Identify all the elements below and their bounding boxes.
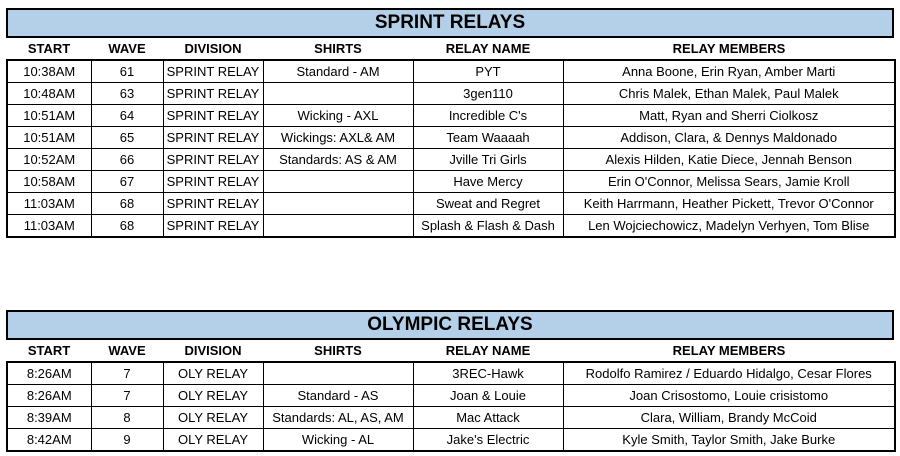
wave-cell: 67 — [91, 171, 163, 193]
start-cell: 10:48AM — [7, 83, 91, 105]
relay-name-cell: Team Waaaah — [413, 127, 563, 149]
shirts-cell — [263, 171, 413, 193]
start-cell: 10:38AM — [7, 60, 91, 83]
table-row — [7, 385, 895, 407]
column-header-shirts: SHIRTS — [314, 41, 362, 56]
start-cell: 8:26AM — [7, 362, 91, 385]
shirts-cell: Standards: AL, AS, AM — [263, 407, 413, 429]
column-header-shirts: SHIRTS — [314, 343, 362, 358]
relay-members-cell: Anna Boone, Erin Ryan, Amber Marti — [563, 60, 895, 83]
division-cell: SPRINT RELAY — [163, 60, 263, 83]
wave-cell: 68 — [91, 193, 163, 215]
division-cell: SPRINT RELAY — [163, 149, 263, 171]
shirts-cell: Standards: AS & AM — [263, 149, 413, 171]
division-cell: SPRINT RELAY — [163, 105, 263, 127]
start-cell: 10:58AM — [7, 171, 91, 193]
relay-members-cell: Erin O'Connor, Melissa Sears, Jamie Kroll — [563, 171, 895, 193]
relay-name-cell: Splash & Flash & Dash — [413, 215, 563, 238]
wave-cell: 68 — [91, 215, 163, 238]
division-cell: OLY RELAY — [163, 429, 263, 452]
olympic-relays-title: OLYMPIC RELAYS — [6, 310, 894, 340]
shirts-cell: Standard - AM — [263, 60, 413, 83]
relay-name-cell: Sweat and Regret — [413, 193, 563, 215]
wave-cell: 65 — [91, 127, 163, 149]
column-header-start: START — [27, 41, 71, 56]
division-cell: SPRINT RELAY — [163, 83, 263, 105]
table-row — [7, 362, 895, 385]
column-header-row — [7, 340, 895, 362]
relay-name-cell: Have Mercy — [413, 171, 563, 193]
relay-members-cell: Alexis Hilden, Katie Diece, Jennah Benson — [563, 149, 895, 171]
table-row — [7, 193, 895, 215]
column-header-division: DIVISION — [184, 343, 242, 358]
sprint-relays-table — [6, 38, 896, 238]
division-cell: OLY RELAY — [163, 385, 263, 407]
table-row — [7, 149, 895, 171]
shirts-cell — [263, 83, 413, 105]
sprint-relays-section — [6, 8, 894, 238]
start-cell: 10:51AM — [7, 127, 91, 149]
olympic-relays-section — [6, 310, 894, 452]
start-cell: 10:51AM — [7, 105, 91, 127]
wave-cell: 8 — [91, 407, 163, 429]
table-row — [7, 407, 895, 429]
shirts-cell: Wicking - AL — [263, 429, 413, 452]
relay-members-cell: Matt, Ryan and Sherri Ciolkosz — [563, 105, 895, 127]
shirts-cell: Standard - AS — [263, 385, 413, 407]
column-header-relay-name: RELAY NAME — [445, 343, 531, 358]
column-header-relay-members: RELAY MEMBERS — [672, 41, 786, 56]
relay-name-cell: 3REC-Hawk — [413, 362, 563, 385]
table-row — [7, 429, 895, 452]
table-row — [7, 171, 895, 193]
wave-cell: 9 — [91, 429, 163, 452]
table-row — [7, 60, 895, 83]
division-cell: SPRINT RELAY — [163, 193, 263, 215]
shirts-cell — [263, 362, 413, 385]
sprint-relays-title: SPRINT RELAYS — [6, 8, 894, 38]
wave-cell: 61 — [91, 60, 163, 83]
table-row — [7, 105, 895, 127]
wave-cell: 63 — [91, 83, 163, 105]
division-cell: SPRINT RELAY — [163, 171, 263, 193]
column-header-relay-members: RELAY MEMBERS — [672, 343, 786, 358]
column-header-row — [7, 38, 895, 60]
shirts-cell — [263, 193, 413, 215]
relay-members-cell: Joan Crisostomo, Louie crisistomo — [563, 385, 895, 407]
relay-name-cell: Jville Tri Girls — [413, 149, 563, 171]
relay-members-cell: Chris Malek, Ethan Malek, Paul Malek — [563, 83, 895, 105]
division-cell: SPRINT RELAY — [163, 215, 263, 238]
wave-cell: 7 — [91, 385, 163, 407]
shirts-cell: Wickings: AXL& AM — [263, 127, 413, 149]
relay-name-cell: Incredible C's — [413, 105, 563, 127]
start-cell: 8:26AM — [7, 385, 91, 407]
column-header-wave: WAVE — [108, 343, 146, 358]
division-cell: SPRINT RELAY — [163, 127, 263, 149]
table-row — [7, 127, 895, 149]
wave-cell: 66 — [91, 149, 163, 171]
relay-name-cell: 3gen110 — [413, 83, 563, 105]
start-cell: 8:39AM — [7, 407, 91, 429]
table-row — [7, 215, 895, 238]
column-header-division: DIVISION — [184, 41, 242, 56]
relay-members-cell: Kyle Smith, Taylor Smith, Jake Burke — [563, 429, 895, 452]
relay-members-cell: Clara, William, Brandy McCoid — [563, 407, 895, 429]
table-row — [7, 83, 895, 105]
division-cell: OLY RELAY — [163, 407, 263, 429]
column-header-wave: WAVE — [108, 41, 146, 56]
shirts-cell: Wicking - AXL — [263, 105, 413, 127]
relay-name-cell: Joan & Louie — [413, 385, 563, 407]
column-header-relay-name: RELAY NAME — [445, 41, 531, 56]
start-cell: 11:03AM — [7, 193, 91, 215]
column-header-start: START — [27, 343, 71, 358]
relay-name-cell: PYT — [413, 60, 563, 83]
wave-cell: 64 — [91, 105, 163, 127]
wave-cell: 7 — [91, 362, 163, 385]
olympic-relays-table — [6, 340, 896, 452]
start-cell: 8:42AM — [7, 429, 91, 452]
relay-members-cell: Keith Harrmann, Heather Pickett, Trevor O'Connor — [563, 193, 895, 215]
start-cell: 11:03AM — [7, 215, 91, 238]
division-cell: OLY RELAY — [163, 362, 263, 385]
shirts-cell — [263, 215, 413, 238]
relay-members-cell: Len Wojciechowicz, Madelyn Verhyen, Tom Blise — [563, 215, 895, 238]
relay-members-cell: Rodolfo Ramirez / Eduardo Hidalgo, Cesar Flores — [563, 362, 895, 385]
relay-name-cell: Mac Attack — [413, 407, 563, 429]
start-cell: 10:52AM — [7, 149, 91, 171]
relay-members-cell: Addison, Clara, & Dennys Maldonado — [563, 127, 895, 149]
relay-name-cell: Jake's Electric — [413, 429, 563, 452]
